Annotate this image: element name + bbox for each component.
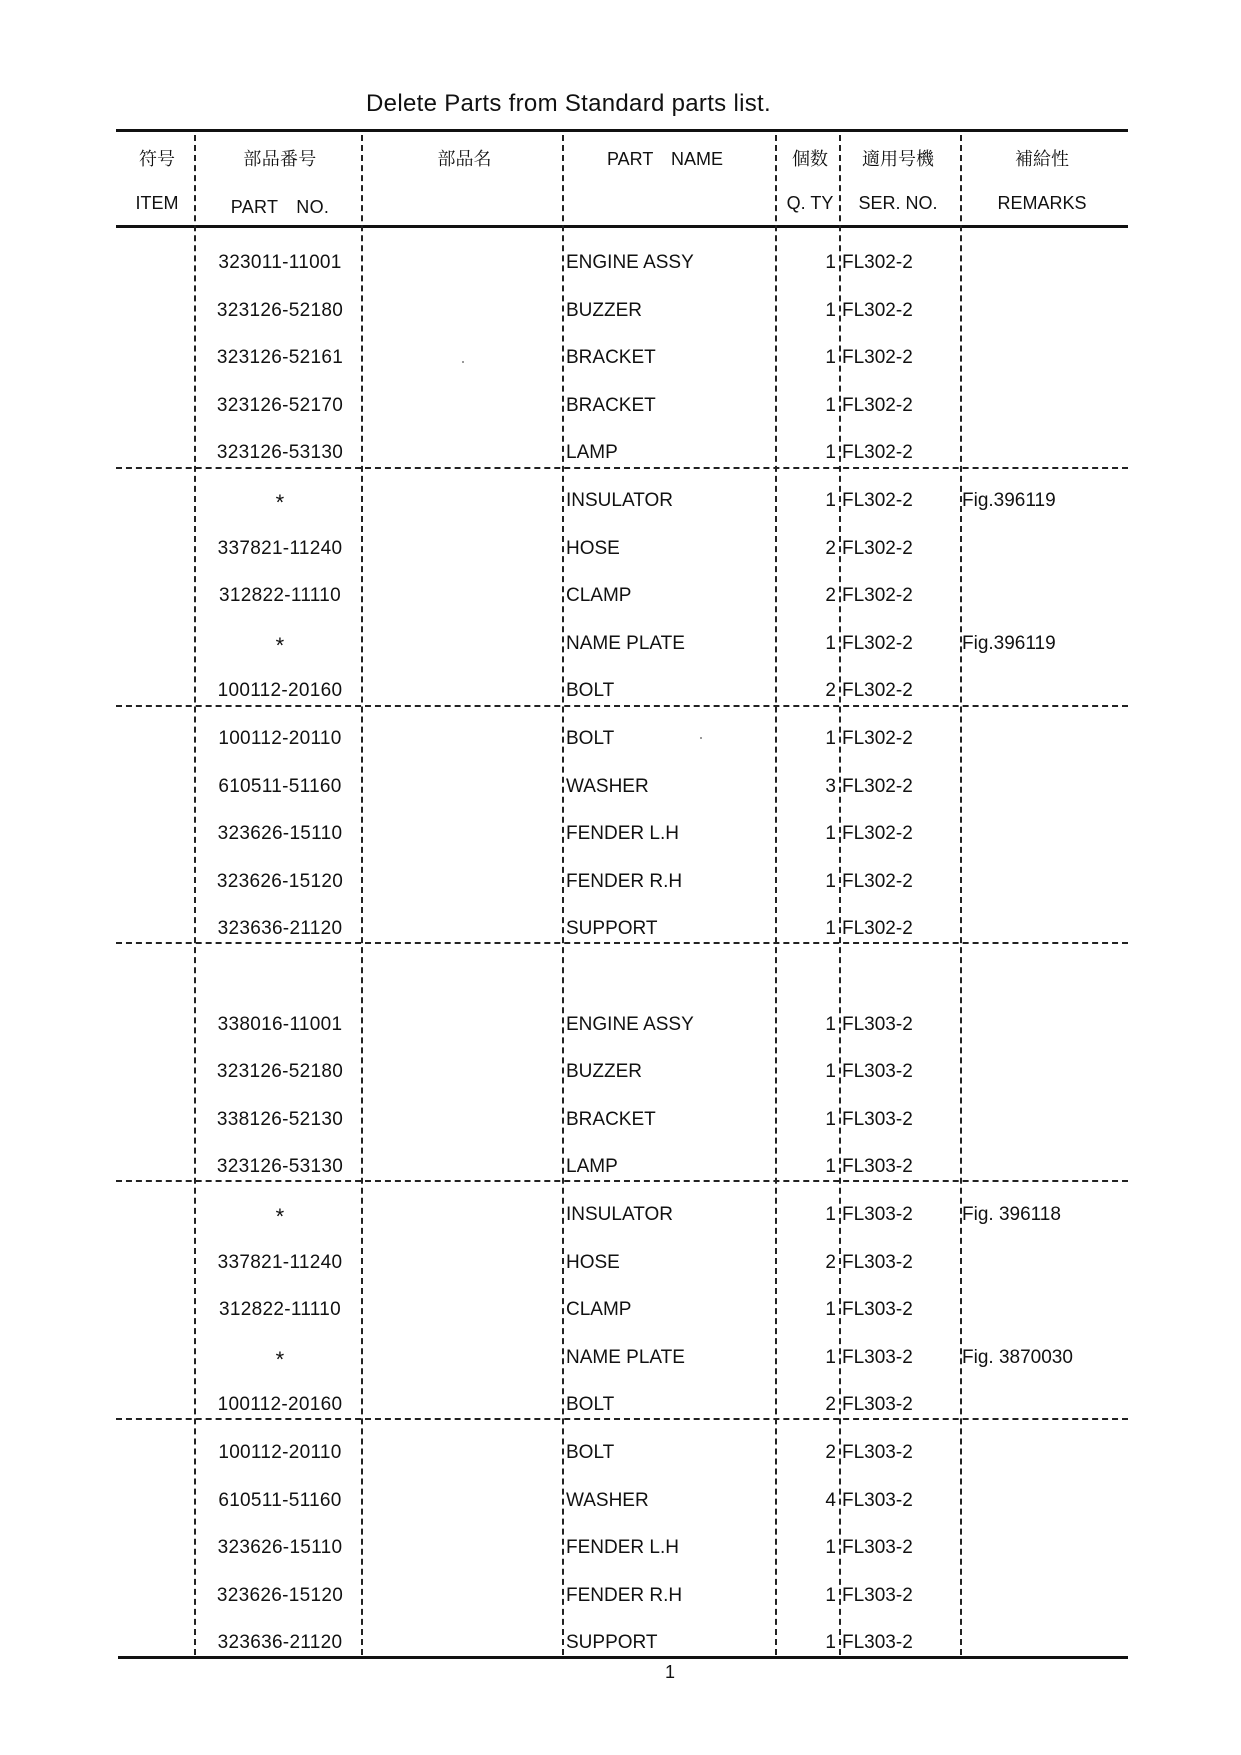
part-name-cell: FENDER R.H [566, 871, 683, 892]
qty-cell: 1 [825, 1156, 836, 1177]
ser-no-cell: FL302-2 [842, 347, 913, 368]
part-no-cell: 323126-52180 [216, 1061, 344, 1082]
qty-cell: 2 [825, 1252, 836, 1273]
part-name-cell: NAME PLATE [566, 633, 685, 654]
ser-no-cell: FL302-2 [842, 680, 913, 701]
qty-cell: 1 [825, 1585, 836, 1606]
qty-cell: 2 [825, 585, 836, 606]
part-name-cell: FENDER L.H [566, 823, 679, 844]
remarks-cell: Fig.396119 [962, 490, 1056, 511]
part-no-cell: 323626-15120 [216, 1585, 344, 1606]
remarks-cell: Fig.396119 [962, 633, 1056, 654]
part-no-cell: 323126-52170 [216, 395, 344, 416]
col-divider [562, 135, 564, 1655]
part-name-cell: ENGINE ASSY [566, 252, 694, 273]
group-separator [116, 1418, 1128, 1420]
qty-cell: 2 [825, 680, 836, 701]
part-name-cell: ENGINE ASSY [566, 1014, 694, 1035]
part-name-cell: BUZZER [566, 300, 642, 321]
header-qty-jp: 個数 [792, 149, 828, 169]
part-no-cell: 610511-51160 [218, 776, 342, 797]
part-no-cell: 323636-21120 [217, 918, 343, 939]
header-item: ITEM [135, 193, 179, 213]
ser-no-cell: FL302-2 [842, 442, 913, 463]
part-no-cell: 323626-15120 [216, 871, 344, 892]
ser-no-cell: FL303-2 [842, 1347, 913, 1368]
part-name-cell: NAME PLATE [566, 1347, 685, 1368]
part-no-cell: 610511-51160 [218, 1490, 342, 1511]
header-ser-no-jp: 適用号機 [862, 149, 934, 169]
qty-cell: 1 [825, 1109, 836, 1130]
remarks-cell: Fig. 3870030 [962, 1347, 1073, 1368]
ser-no-cell: FL302-2 [842, 918, 913, 939]
ser-no-cell: FL303-2 [842, 1204, 913, 1225]
ser-no-cell: FL302-2 [842, 728, 913, 749]
qty-cell: 1 [825, 1347, 836, 1368]
ser-no-cell: FL303-2 [842, 1585, 913, 1606]
group-separator [116, 1180, 1128, 1182]
part-name-cell: BRACKET [566, 347, 656, 368]
part-name-cell: INSULATOR [566, 490, 673, 511]
part-no-cell: 323636-21120 [217, 1632, 343, 1653]
part-name-cell: BOLT [566, 1442, 615, 1463]
qty-cell: 1 [825, 1014, 836, 1035]
header-ser-no: SER. NO. [858, 193, 938, 213]
qty-cell: 1 [825, 1299, 836, 1320]
part-no-cell: 323626-15110 [217, 823, 343, 844]
ser-no-cell: FL302-2 [842, 300, 913, 321]
qty-cell: 1 [825, 1537, 836, 1558]
part-name-cell: HOSE [566, 538, 620, 559]
ser-no-cell: FL303-2 [842, 1299, 913, 1320]
header-part-name-jp: 部品名 [437, 149, 492, 169]
part-no-cell: 323626-15110 [217, 1537, 343, 1558]
part-name-cell: LAMP [566, 442, 618, 463]
part-no-cell: 100112-20110 [218, 1442, 342, 1463]
qty-cell: 2 [825, 1394, 836, 1415]
part-name-cell: SUPPORT [566, 1632, 658, 1653]
part-name-cell: BUZZER [566, 1061, 642, 1082]
part-no-cell: 100112-20110 [218, 728, 342, 749]
qty-cell: 1 [825, 347, 836, 368]
ser-no-cell: FL303-2 [842, 1156, 913, 1177]
group-separator [116, 705, 1128, 707]
part-name-cell: WASHER [566, 776, 649, 797]
qty-cell: 1 [825, 1061, 836, 1082]
page-number: 1 [664, 1662, 675, 1682]
qty-cell: 1 [825, 823, 836, 844]
ser-no-cell: FL302-2 [842, 871, 913, 892]
part-name-cell: BOLT [566, 680, 615, 701]
ser-no-cell: FL303-2 [842, 1014, 913, 1035]
part-no-cell: 338016-11001 [217, 1014, 343, 1035]
part-name-cell: FENDER R.H [566, 1585, 683, 1606]
qty-cell: 1 [825, 1632, 836, 1653]
part-name-cell: WASHER [566, 1490, 649, 1511]
qty-cell: 1 [825, 728, 836, 749]
remarks-cell: Fig. 396118 [962, 1204, 1061, 1225]
part-name-cell: SUPPORT [566, 918, 658, 939]
ser-no-cell: FL302-2 [842, 538, 913, 559]
part-no-cell: 323011-11001 [218, 252, 342, 273]
part-name-cell: LAMP [566, 1156, 618, 1177]
part-no-cell: * [275, 490, 285, 515]
ser-no-cell: FL302-2 [842, 585, 913, 606]
qty-cell: 1 [825, 300, 836, 321]
part-no-cell: 323126-53130 [216, 442, 344, 463]
qty-cell: 4 [825, 1490, 836, 1511]
ser-no-cell: FL303-2 [842, 1109, 913, 1130]
part-no-cell: 312822-11110 [219, 1299, 341, 1320]
part-no-cell: 323126-53130 [216, 1156, 344, 1177]
qty-cell: 1 [825, 252, 836, 273]
scan-speck [462, 361, 464, 363]
qty-cell: 3 [825, 776, 836, 797]
ser-no-cell: FL303-2 [842, 1537, 913, 1558]
ser-no-cell: FL303-2 [842, 1252, 913, 1273]
qty-cell: 1 [825, 918, 836, 939]
header-remarks-jp: 補給性 [1015, 149, 1069, 169]
part-name-cell: HOSE [566, 1252, 620, 1273]
scan-speck [700, 737, 702, 739]
part-name-cell: CLAMP [566, 585, 632, 606]
page-title: Delete Parts from Standard parts list. [366, 90, 771, 117]
group-separator [116, 942, 1128, 944]
part-no-cell: * [275, 1347, 285, 1372]
ser-no-cell: FL303-2 [842, 1061, 913, 1082]
ser-no-cell: FL303-2 [842, 1632, 913, 1653]
header-part-no-jp: 部品番号 [243, 149, 317, 169]
part-name-cell: CLAMP [566, 1299, 632, 1320]
header-part-name: PART NAME [606, 149, 724, 169]
part-no-cell: 337821-11240 [217, 538, 343, 559]
ser-no-cell: FL302-2 [842, 490, 913, 511]
ser-no-cell: FL302-2 [842, 823, 913, 844]
part-name-cell: INSULATOR [566, 1204, 673, 1225]
qty-cell: 1 [825, 395, 836, 416]
qty-cell: 1 [825, 1204, 836, 1225]
ser-no-cell: FL303-2 [842, 1490, 913, 1511]
part-no-cell: 337821-11240 [217, 1252, 343, 1273]
ser-no-cell: FL302-2 [842, 633, 913, 654]
part-no-cell: 100112-20160 [217, 1394, 343, 1415]
header-bottom-rule [116, 225, 1128, 228]
part-no-cell: 323126-52161 [216, 347, 344, 368]
header-remarks: REMARKS [997, 193, 1087, 213]
header-item-jp: 符号 [139, 149, 175, 169]
part-name-cell: BRACKET [566, 395, 656, 416]
qty-cell: 1 [825, 442, 836, 463]
group-separator [116, 467, 1128, 469]
ser-no-cell: FL302-2 [842, 395, 913, 416]
part-no-cell: 312822-11110 [219, 585, 341, 606]
col-divider [839, 135, 841, 1655]
qty-cell: 1 [825, 871, 836, 892]
ser-no-cell: FL302-2 [842, 776, 913, 797]
header-part-no: PART NO. [230, 197, 330, 217]
part-name-cell: BRACKET [566, 1109, 656, 1130]
part-no-cell: * [275, 633, 285, 658]
part-name-cell: BOLT [566, 1394, 615, 1415]
part-no-cell: 100112-20160 [217, 680, 343, 701]
ser-no-cell: FL303-2 [842, 1394, 913, 1415]
qty-cell: 1 [825, 490, 836, 511]
top-rule [116, 129, 1128, 132]
qty-cell: 2 [825, 1442, 836, 1463]
qty-cell: 1 [825, 633, 836, 654]
part-name-cell: BOLT [566, 728, 615, 749]
bottom-rule [118, 1656, 1128, 1659]
part-name-cell: FENDER L.H [566, 1537, 679, 1558]
ser-no-cell: FL303-2 [842, 1442, 913, 1463]
ser-no-cell: FL302-2 [842, 252, 913, 273]
part-no-cell: * [275, 1204, 285, 1229]
qty-cell: 2 [825, 538, 836, 559]
part-no-cell: 323126-52180 [216, 300, 344, 321]
part-no-cell: 338126-52130 [216, 1109, 344, 1130]
header-qty: Q. TY [786, 193, 834, 213]
